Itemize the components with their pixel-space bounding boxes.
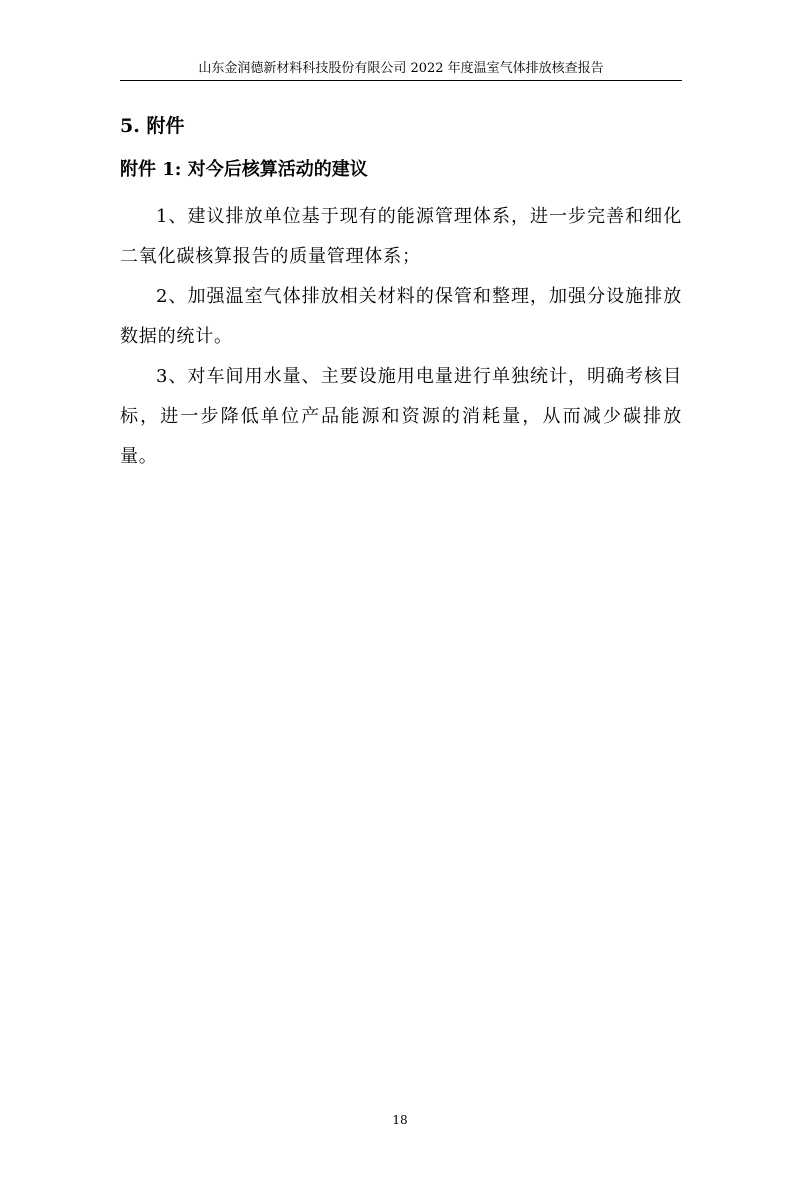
page-header: 山东金润德新材料科技股份有限公司 2022 年度温室气体排放核查报告 [198,61,604,76]
header-divider [120,80,682,81]
section-title: 5. 附件 [120,115,185,137]
recommendation-paragraph-1: 1、建议排放单位基于现有的能源管理体系，进一步完善和细化二氧化碳核算报告的质量管理体系； [120,206,682,267]
appendix-title: 附件 1: 对今后核算活动的建议 [120,159,368,180]
page-number: 18 [392,1113,408,1127]
recommendation-paragraph-2: 2、加强温室气体排放相关材料的保管和整理，加强分设施排放数据的统计。 [120,286,682,347]
recommendation-paragraph-3: 3、对车间用水量、主要设施用电量进行单独统计，明确考核目标，进一步降低单位产品能源和资源的消耗量，从而减少碳排放量。 [120,366,682,467]
appendix-body [120,197,682,477]
